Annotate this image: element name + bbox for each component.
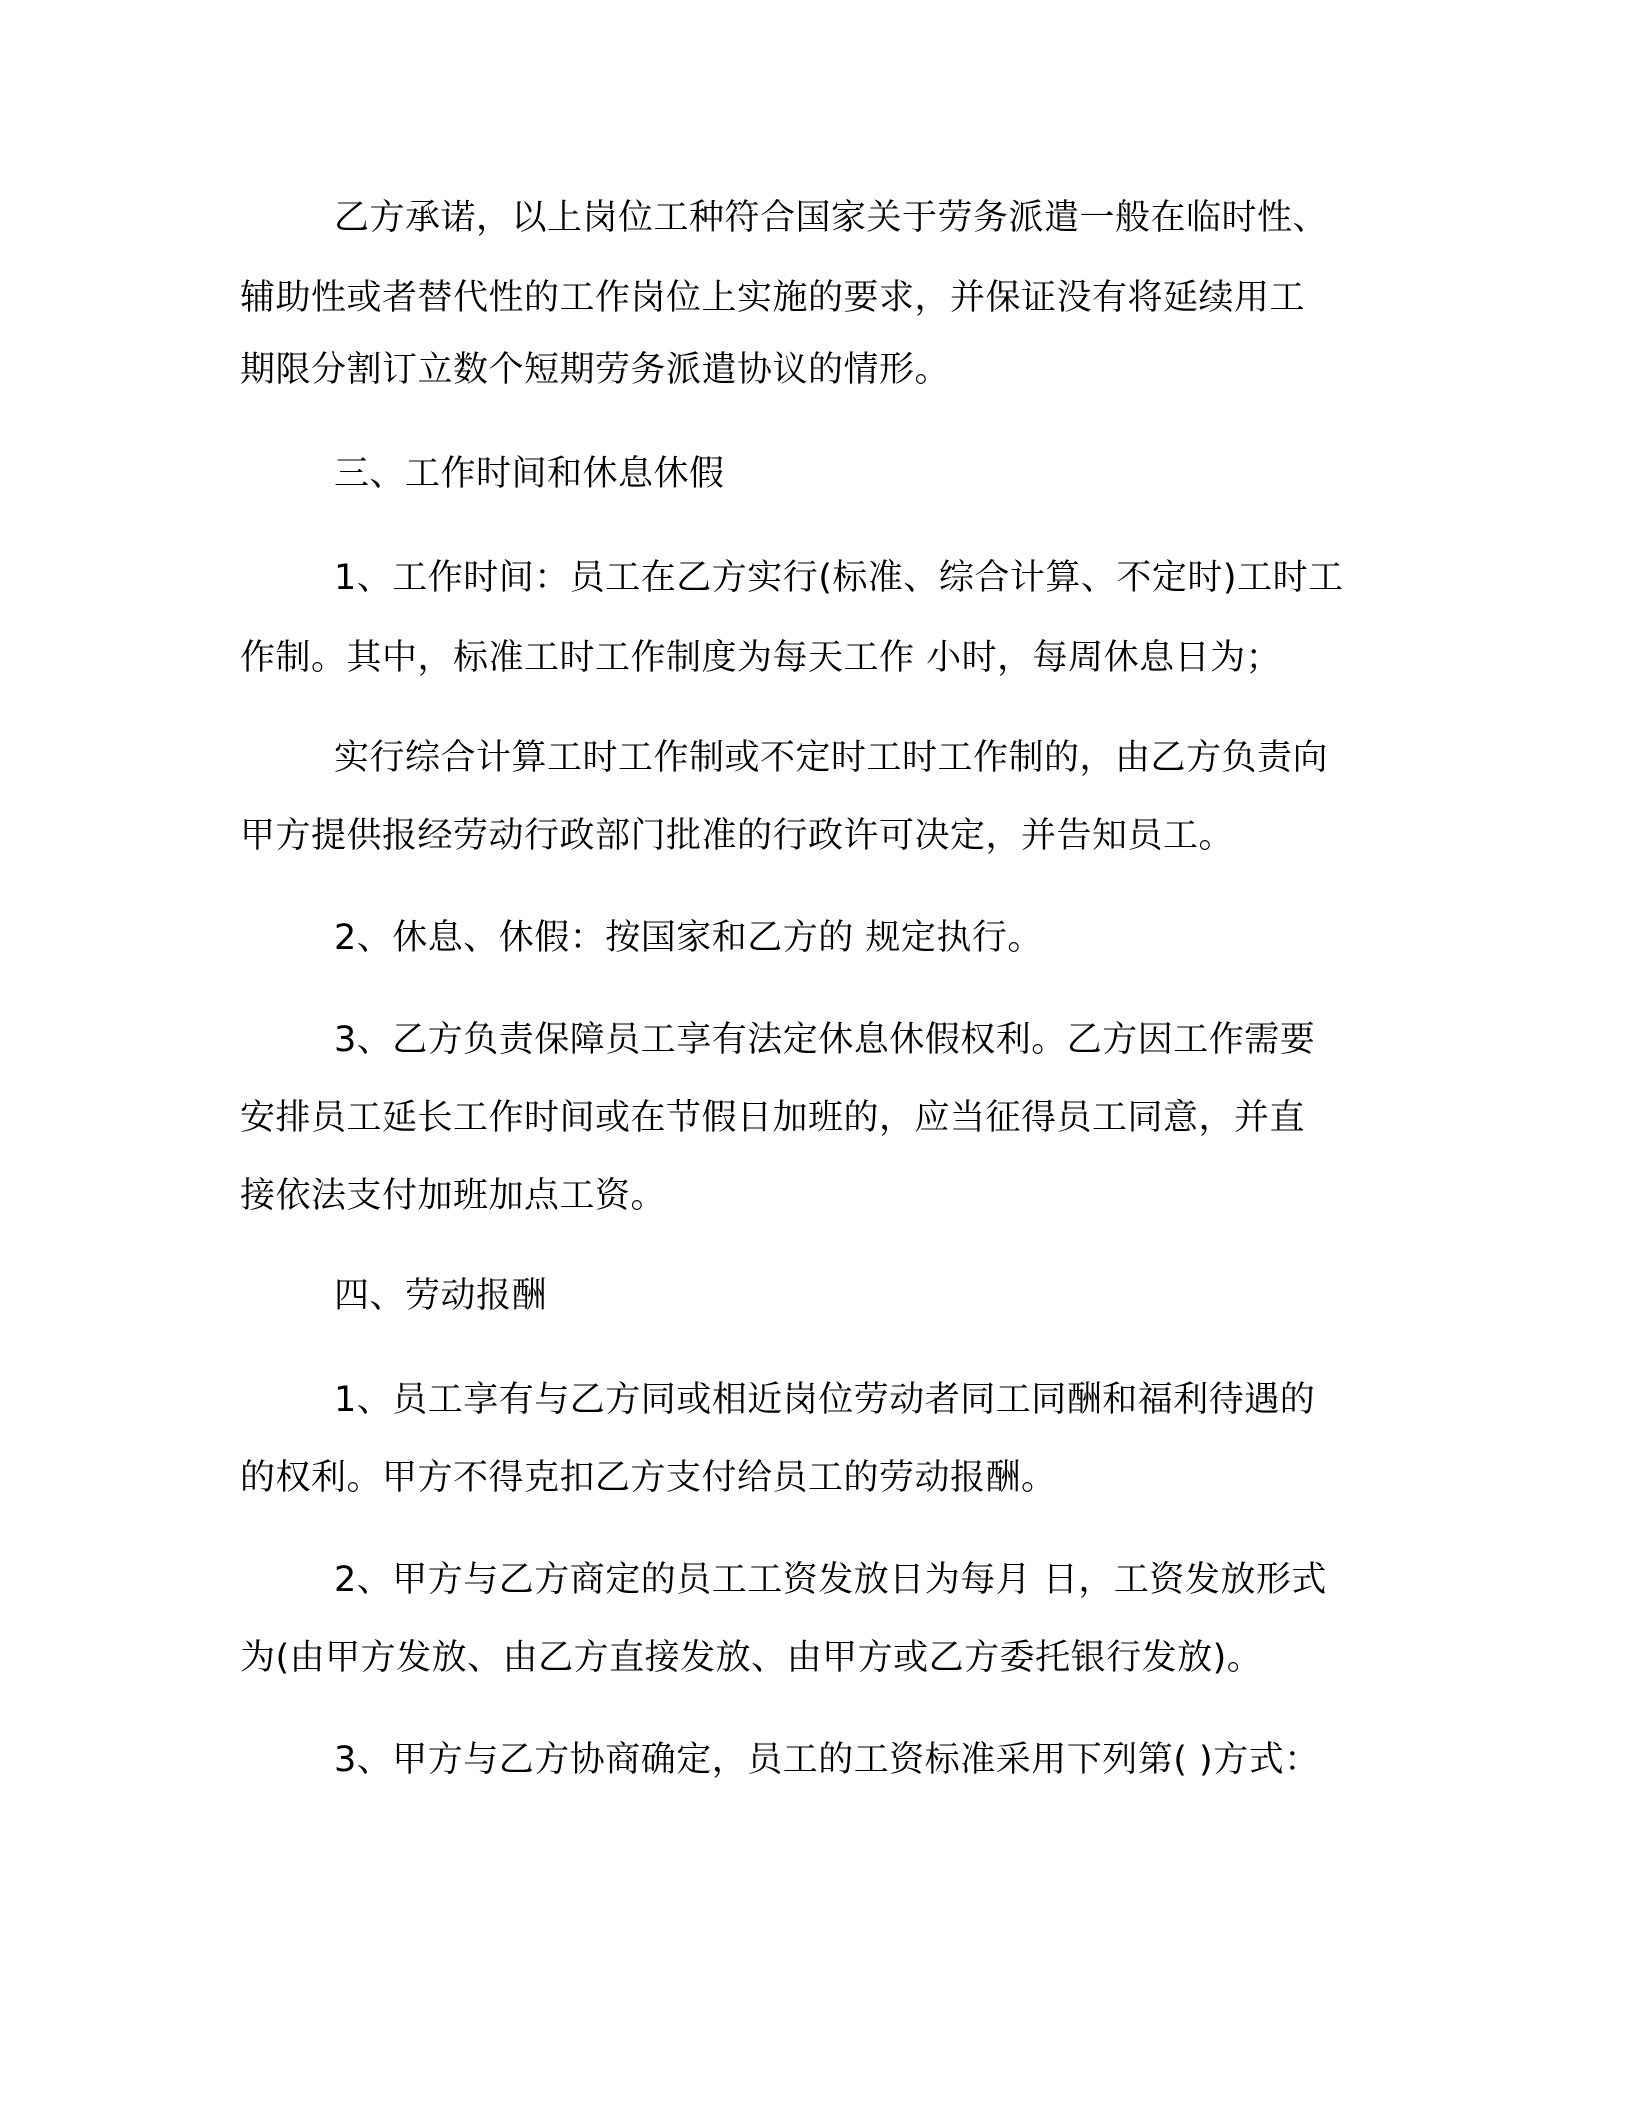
- paragraph-line: 为(由甲方发放、由乙方直接发放、由甲方或乙方委托银行发放)。: [240, 1638, 1263, 1678]
- paragraph-line: 2、休息、休假：按国家和乙方的 规定执行。: [334, 918, 1043, 958]
- paragraph-line: 2、甲方与乙方商定的员工工资发放日为每月 日，工资发放形式: [334, 1560, 1327, 1600]
- paragraph-line: 3、乙方负责保障员工享有法定休息休假权利。乙方因工作需要: [334, 1020, 1316, 1060]
- paragraph-line: 期限分割订立数个短期劳务派遣协议的情形。: [240, 350, 951, 390]
- paragraph-line: 3、甲方与乙方协商确定，员工的工资标准采用下列第( )方式：: [334, 1740, 1320, 1780]
- paragraph-line: 接依法支付加班加点工资。: [240, 1176, 667, 1216]
- paragraph-line: 乙方承诺，以上岗位工种符合国家关于劳务派遣一般在临时性、: [334, 198, 1329, 238]
- paragraph-line: 甲方提供报经劳动行政部门批准的行政许可决定，并告知员工。: [240, 816, 1235, 856]
- paragraph-line: 作制。其中，标准工时工作制度为每天工作 小时，每周休息日为；: [240, 638, 1282, 678]
- paragraph-line: 的权利。甲方不得克扣乙方支付给员工的劳动报酬。: [240, 1458, 1057, 1498]
- paragraph-line: 1、工作时间：员工在乙方实行(标准、综合计算、不定时)工时工: [334, 558, 1344, 598]
- section-heading: 三、工作时间和休息休假: [334, 454, 725, 494]
- paragraph-line: 1、员工享有与乙方同或相近岗位劳动者同工同酬和福利待遇的: [334, 1380, 1316, 1420]
- section-heading: 四、劳动报酬: [334, 1276, 548, 1316]
- paragraph-line: 辅助性或者替代性的工作岗位上实施的要求，并保证没有将延续用工: [240, 278, 1306, 318]
- paragraph-line: 实行综合计算工时工作制或不定时工时工作制的，由乙方负责向: [334, 738, 1329, 778]
- paragraph-line: 安排员工延长工作时间或在节假日加班的，应当征得员工同意，并直: [240, 1098, 1306, 1138]
